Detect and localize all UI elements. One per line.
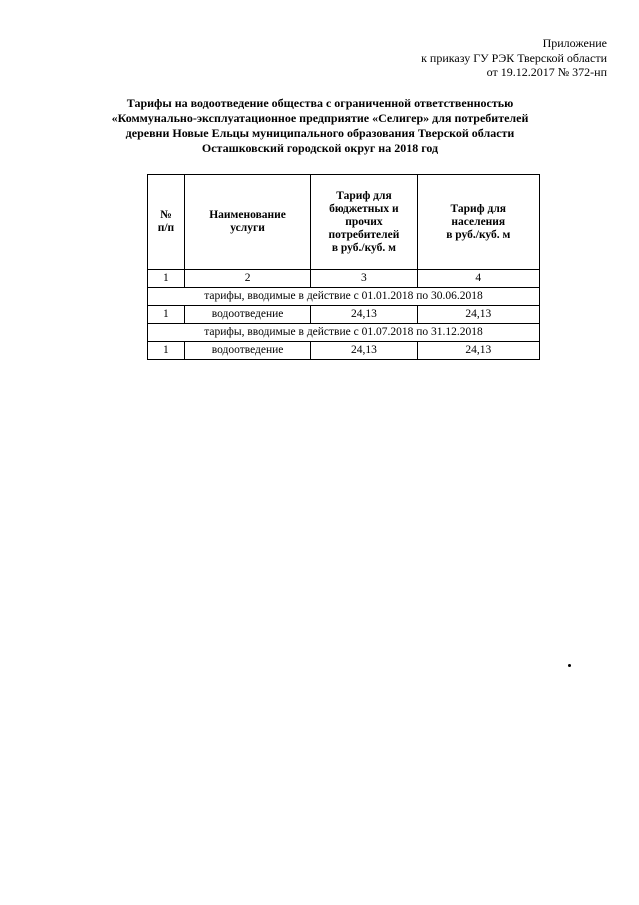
table-header-row [148,175,540,270]
period-row [148,288,540,306]
appendix-label: Приложение [542,36,607,50]
row-budget-tariff: 24,13 [311,342,417,360]
row-population-tariff: 24,13 [417,342,539,360]
header-population-tariff: Тариф для населения в руб./куб. м [417,175,539,270]
header-service-name: Наименование услуги [184,175,310,270]
table-row [148,306,540,324]
table-row [148,342,540,360]
appendix-header [421,36,607,80]
title-line: Осташковский городской округ на 2018 год [201,141,439,155]
header-budget-tariff: Тариф для бюджетных и прочих потребителей в руб./куб. м [311,175,417,270]
header-number: № п/п [148,175,185,270]
period-row [148,324,540,342]
row-number: 1 [148,342,185,360]
period-label: тарифы, вводимые в действие с 01.07.2018 по 31.12.2018 [148,324,540,342]
column-number-cell: 3 [311,270,417,288]
row-service: водоотведение [184,306,310,324]
column-number-row [148,270,540,288]
row-number: 1 [148,306,185,324]
order-date-number: от 19.12.2017 № 372-нп [486,65,607,79]
row-service: водоотведение [184,342,310,360]
title-line: «Коммунально-эксплуатационное предприятие «Селигер» для потребителей [111,111,529,125]
row-population-tariff: 24,13 [417,306,539,324]
column-number-cell: 4 [417,270,539,288]
row-budget-tariff: 24,13 [311,306,417,324]
column-number-cell: 2 [184,270,310,288]
title-line: деревни Новые Ельцы муниципального образования Тверской области [125,126,515,140]
document-title [80,96,560,156]
order-reference: к приказу ГУ РЭК Тверской области [421,50,607,65]
stray-dot-mark [568,664,571,667]
period-label: тарифы, вводимые в действие с 01.01.2018 по 30.06.2018 [148,288,540,306]
title-line: Тарифы на водоотведение общества с ограниченной ответственностью [126,96,514,110]
column-number-cell: 1 [148,270,185,288]
tariff-table [147,174,540,360]
